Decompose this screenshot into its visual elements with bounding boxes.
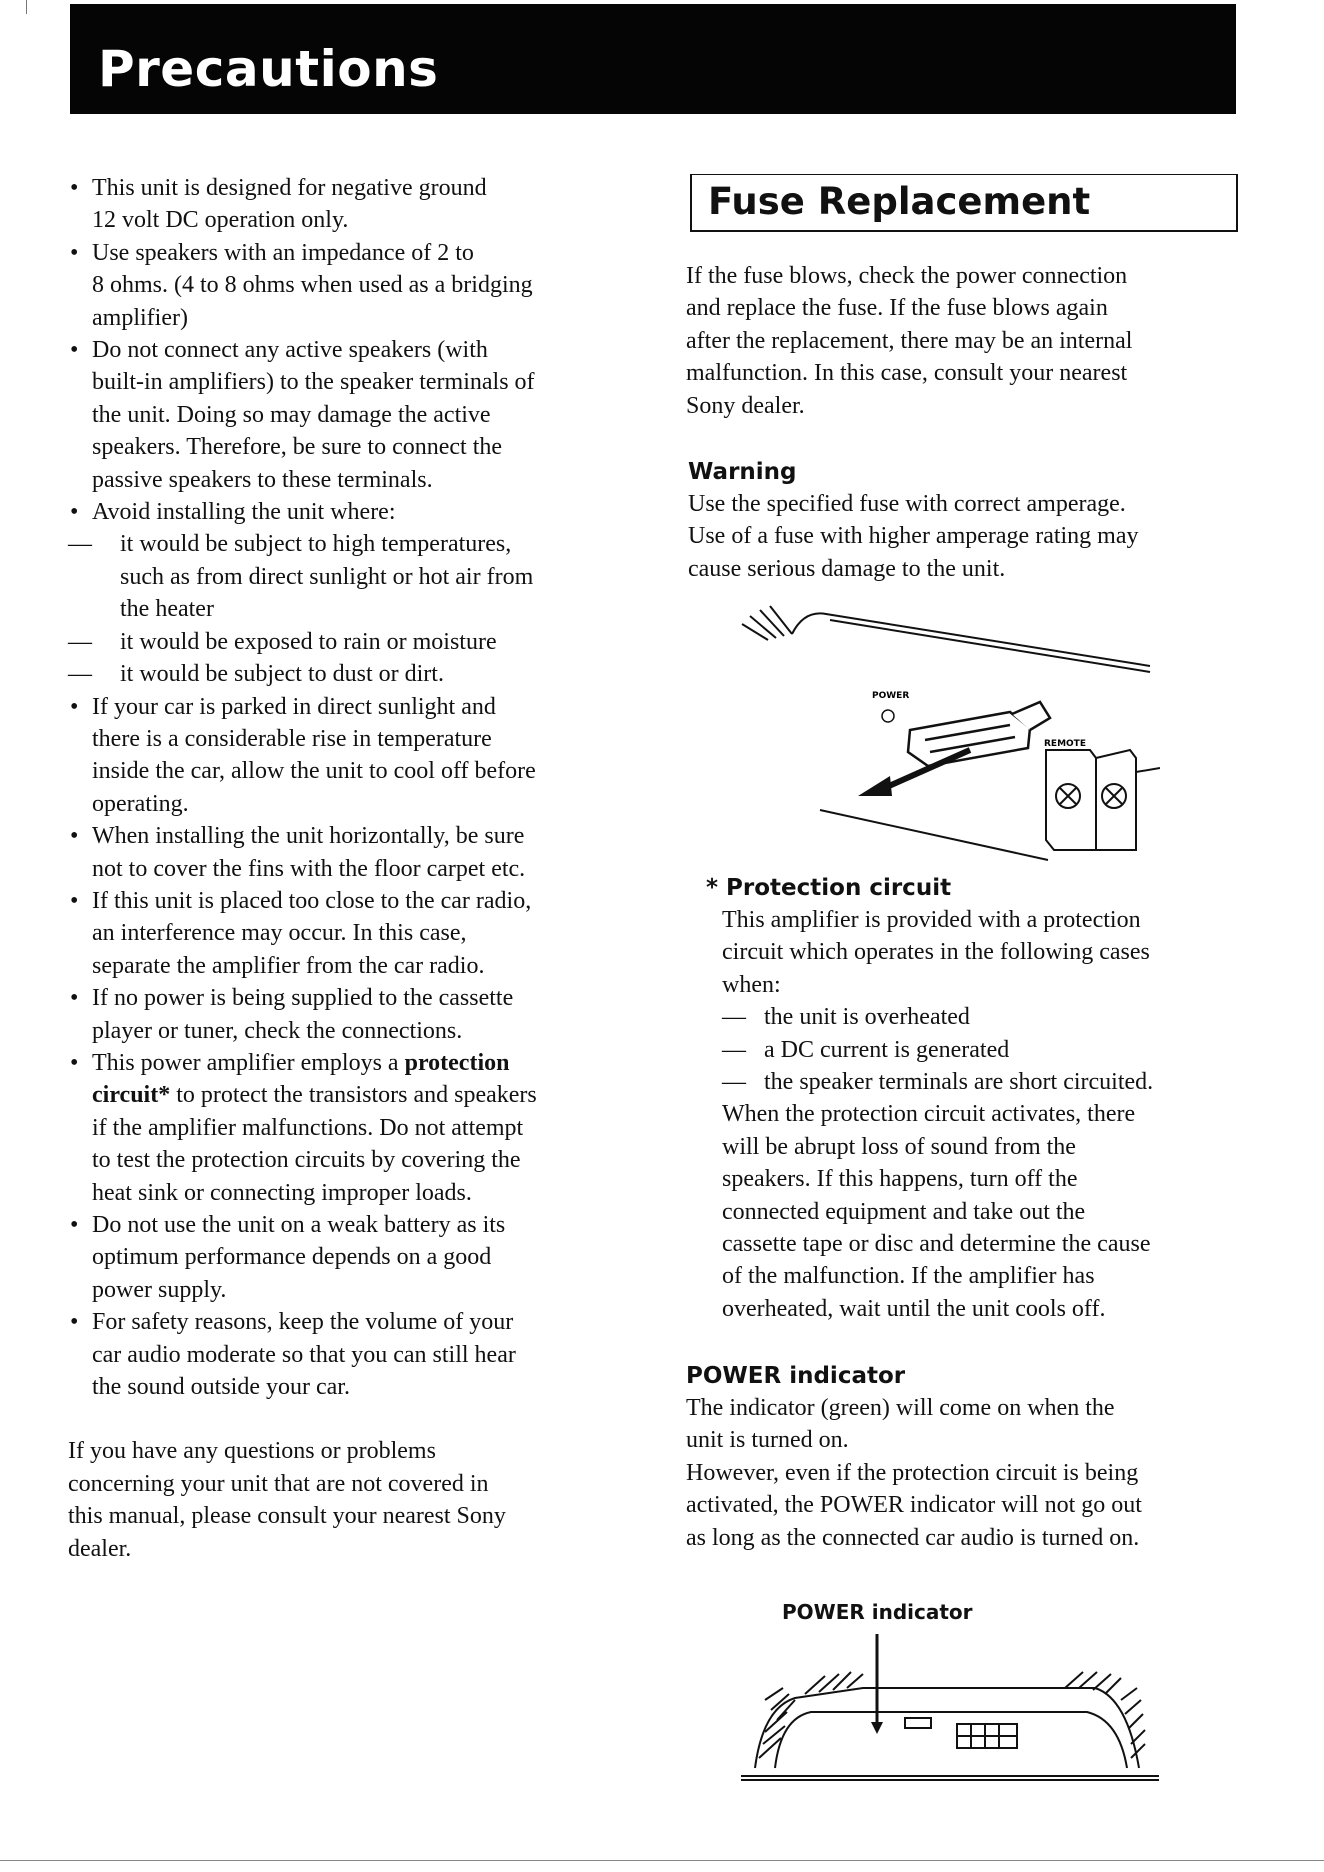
protection-case: — the speaker terminals are short circuited. [722,1066,1266,1098]
heatsink-fins-right [1065,1672,1145,1758]
remote-label: REMOTE [1044,739,1086,749]
protection-section: * Protection circuit This amplifier is provided with a protection circuit which operates in the following cases when: — the unit is overheated — a DC current is generated — the speaker terminals are short circuited. When the protection circuit activates, there will be abrupt loss of sound from the speakers. If this happens, turn off the connected equipment and take out the cassette tape or disc and determine the cause of the malfunction. If the amplifier has overheated, wait until the unit cools off. [706,872,1266,1325]
list-item: • For safety reasons, keep the volume of your car audio moderate so that you can still hear the sound outside your car. [68,1306,628,1403]
heatsink-edge-illustration [742,606,1150,672]
amplifier-body-inner [775,1712,1127,1768]
fuse-replacement-heading-box [690,174,1238,232]
chassis-edge-line [820,810,1048,860]
sublist-item: — it would be subject to dust or dirt. [68,658,628,690]
list-item: • Do not connect any active speakers (with built-in amplifiers) to the speaker terminals of the unit. Doing so may damage the active speakers. Therefore, be sure to connect the passive speakers to these terminals. [68,334,628,496]
protection-case: — a DC current is generated [722,1034,1266,1066]
fuse-replacement-heading: Fuse Replacement [708,180,1091,223]
fuse-diagram [730,600,1160,870]
list-item: • This unit is designed for negative ground 12 volt DC operation only. [68,172,628,237]
list-item: • When installing the unit horizontally, be sure not to cover the fins with the floor carpet etc. [68,820,628,885]
list-item: • Do not use the unit on a weak battery as its optimum performance depends on a good power supply. [68,1209,628,1306]
page-bottom-rule [0,1860,1324,1861]
fuse-icon [908,702,1050,766]
sublist-item: — it would be exposed to rain or moisture [68,626,628,658]
indicator-pointer-tip [871,1722,883,1734]
list-item: • If your car is parked in direct sunlight and there is a considerable rise in temperature inside the car, allow the unit to cool off before operating. [68,691,628,821]
amplifier-diagram [735,1628,1165,1800]
warning-section: Warning Use the specified fuse with correct amperage. Use of a fuse with higher amperage rating may cause serious damage to the unit. [688,456,1248,585]
precautions-column [68,172,628,1565]
sublist-item: — it would be subject to high temperatures, such as from direct sunlight or hot air from the heater [68,528,628,625]
page-title: Precautions [98,40,439,98]
amplifier-base [741,1776,1159,1780]
power-indicator-section: POWER indicator The indicator (green) will come on when the unit is turned on. However, even if the protection circuit is being activated, the POWER indicator will not go out as long as the connected car audio is turned on. [686,1360,1246,1554]
power-indicator-caption: POWER indicator [782,1600,973,1624]
list-item: • If this unit is placed too close to the car radio, an interference may occur. In this case, separate the amplifier from the car radio. [68,885,628,982]
power-label: POWER [872,691,910,701]
protection-case: — the unit is overheated [722,1001,1266,1033]
title-banner [70,4,1236,114]
power-indicator-heading: POWER indicator [686,1363,906,1389]
list-item: • Avoid installing the unit where: [68,496,628,528]
precautions-list-continued [68,691,628,1404]
closing-paragraph: If you have any questions or problems concerning your unit that are not covered in this manual, please consult your nearest Sony dealer. [68,1438,506,1562]
page-edge-mark [26,0,27,14]
avoid-sublist [68,528,628,690]
power-led-icon [882,710,894,722]
amplifier-body-outline [755,1688,1139,1768]
warning-heading: Warning [688,459,797,485]
heatsink-fins-left [759,1672,863,1758]
list-item: • If no power is being supplied to the cassette player or tuner, check the connections. [68,982,628,1047]
list-item: • Use speakers with an impedance of 2 to 8 ohms. (4 to 8 ohms when used as a bridging amplifier) [68,237,628,334]
fuse-paragraph: If the fuse blows, check the power connection and replace the fuse. If the fuse blows again after the replacement, there may be an internal malfunction. In this case, consult your nearest Sony dealer. [686,263,1133,419]
power-led-slot-icon [905,1718,931,1728]
remote-terminal-icon [1046,750,1160,850]
protection-heading: * Protection circuit [706,875,952,901]
precautions-list [68,172,628,528]
list-item-protection: • This power amplifier employs a protection circuit* to protect the transistors and speakers if the amplifier malfunctions. Do not attempt to test the protection circuits by covering the heat sink or connecting improper loads. [68,1047,628,1209]
